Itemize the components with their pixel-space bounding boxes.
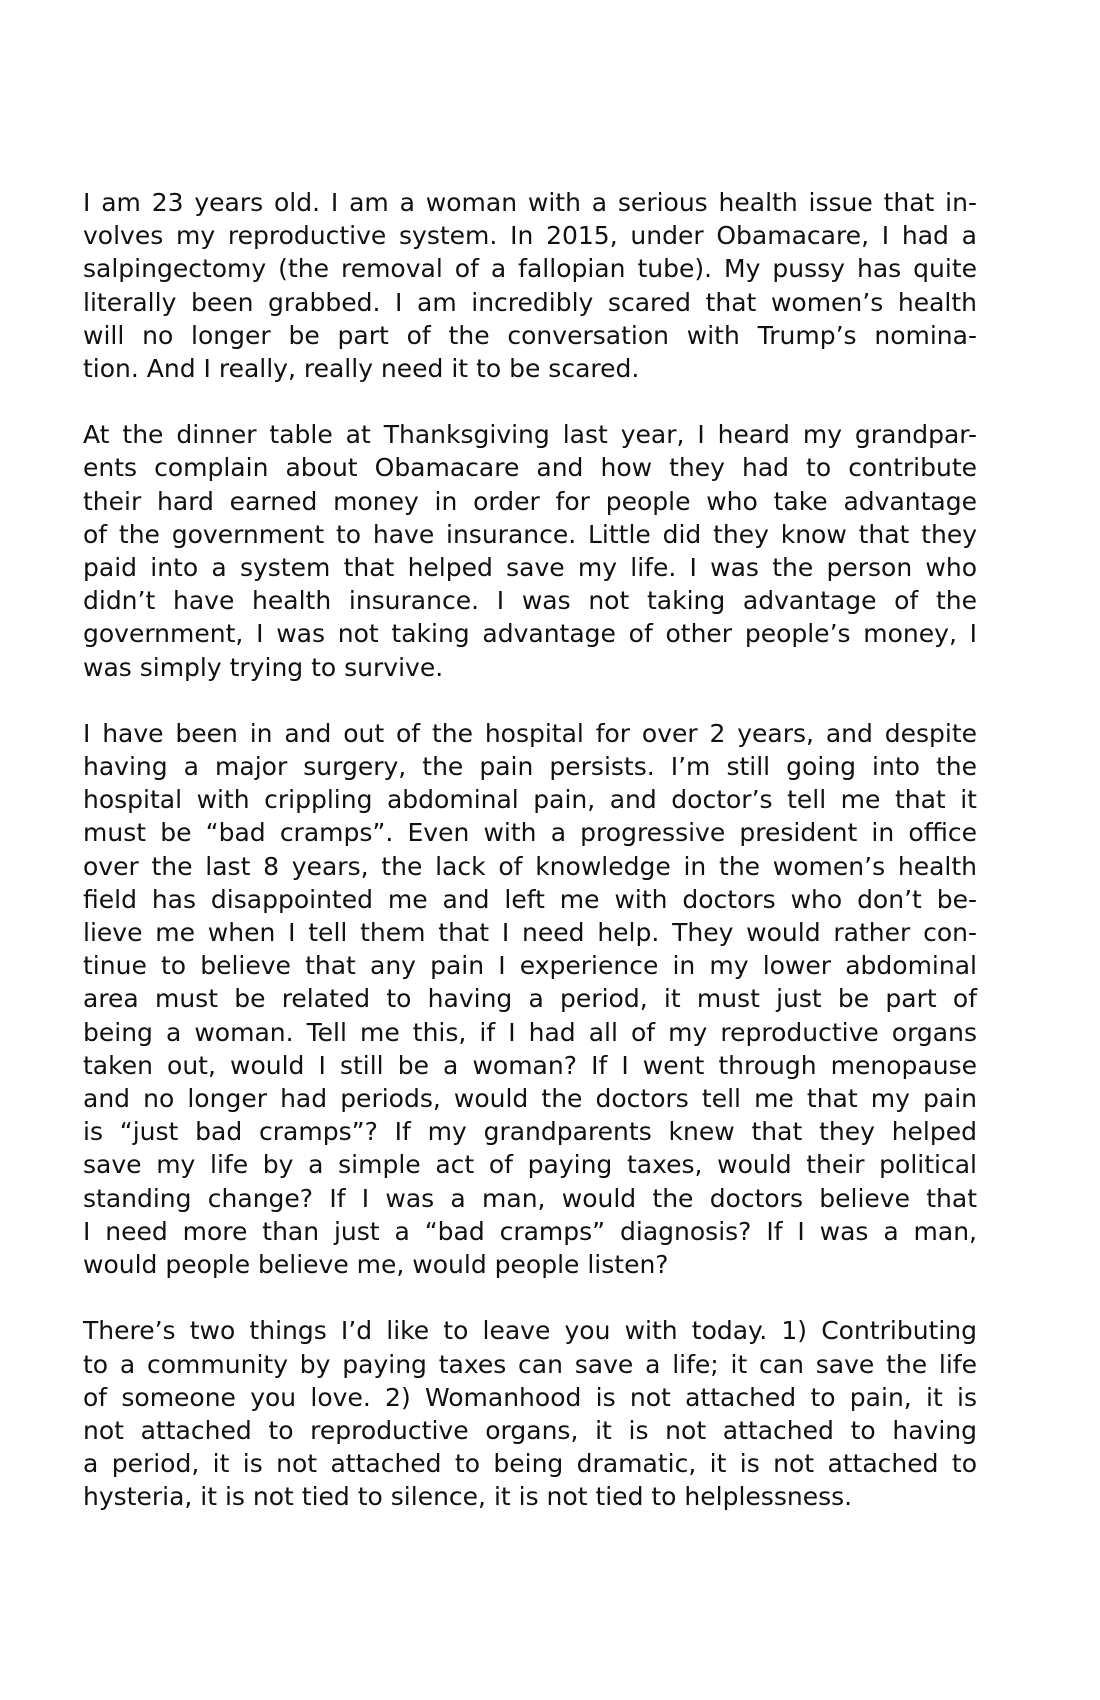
body-text	[83, 186, 977, 1547]
text-line: a period, it is not attached to being dramatic, it is not attached to	[83, 1449, 977, 1479]
text-line: was simply trying to survive.	[83, 652, 444, 682]
text-line: over the last 8 years, the lack of knowledge in the women’s health	[83, 851, 977, 881]
text-line: literally been grabbed. I am incredibly scared that women’s health	[83, 287, 977, 317]
text-line: is “just bad cramps”? If my grandparents knew that they helped	[83, 1117, 977, 1147]
text-line: and no longer had periods, would the doctors tell me that my pain	[83, 1084, 977, 1114]
text-line: their hard earned money in order for people who take advantage	[83, 486, 977, 516]
text-line: would people believe me, would people listen?	[83, 1250, 669, 1280]
text-line: will no longer be part of the conversation with Trump’s nomina-	[83, 320, 977, 350]
text-line: having a major surgery, the pain persists. I’m still going into the	[83, 752, 977, 782]
text-line: of someone you love. 2) Womanhood is not attached to pain, it is	[83, 1382, 977, 1412]
text-line: lieve me when I tell them that I need help. They would rather con-	[83, 918, 977, 948]
text-line: At the dinner table at Thanksgiving last year, I heard my grandpar-	[83, 420, 977, 450]
text-line: I need more than just a “bad cramps” diagnosis? If I was a man,	[83, 1216, 977, 1246]
text-line: being a woman. Tell me this, if I had all of my reproductive organs	[83, 1017, 977, 1047]
text-line: ents complain about Obamacare and how they had to contribute	[83, 453, 977, 483]
text-line: area must be related to having a period, it must just be part of	[83, 984, 977, 1014]
text-line: taken out, would I still be a woman? If I went through menopause	[83, 1050, 977, 1080]
text-line: of the government to have insurance. Little did they know that they	[83, 519, 977, 549]
text-line: government, I was not taking advantage of other people’s money, I	[83, 619, 977, 649]
text-line: hysteria, it is not tied to silence, it is not tied to helplessness.	[83, 1482, 853, 1512]
paragraph-1	[83, 186, 977, 385]
text-line: tion. And I really, really need it to be scared.	[83, 354, 640, 384]
text-line: must be “bad cramps”. Even with a progressive president in office	[83, 818, 977, 848]
text-line: to a community by paying taxes can save a life; it can save the life	[83, 1349, 977, 1379]
text-line: salpingectomy (the removal of a fallopian tube). My pussy has quite	[83, 254, 977, 284]
text-line: didn’t have health insurance. I was not taking advantage of the	[83, 586, 977, 616]
paragraph-4	[83, 1314, 977, 1513]
text-line: field has disappointed me and left me with doctors who don’t be-	[83, 884, 977, 914]
text-line: volves my reproductive system. In 2015, under Obamacare, I had a	[83, 221, 977, 251]
text-line: paid into a system that helped save my life. I was the person who	[83, 553, 977, 583]
text-line: There’s two things I’d like to leave you with today. 1) Contributing	[83, 1316, 977, 1346]
text-line: I am 23 years old. I am a woman with a serious health issue that in-	[83, 188, 977, 217]
text-line: not attached to reproductive organs, it is not attached to having	[83, 1415, 977, 1445]
text-line: I have been in and out of the hospital for over 2 years, and despite	[83, 718, 977, 748]
text-line: hospital with crippling abdominal pain, and doctor’s tell me that it	[83, 785, 977, 815]
text-line: save my life by a simple act of paying taxes, would their political	[83, 1150, 977, 1180]
text-line: standing change? If I was a man, would the doctors believe that	[83, 1183, 977, 1213]
paragraph-2	[83, 418, 977, 684]
paragraph-3	[83, 717, 977, 1281]
text-line: tinue to believe that any pain I experience in my lower abdominal	[83, 951, 977, 981]
